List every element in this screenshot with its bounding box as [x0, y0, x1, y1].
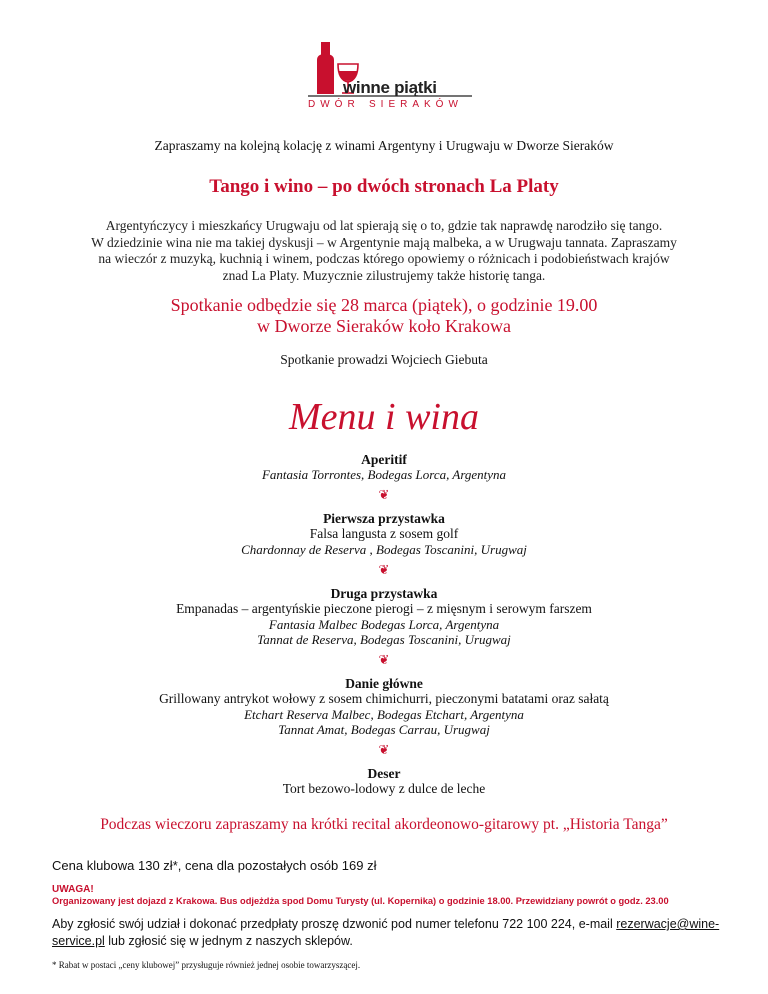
course-title: Druga przystawka — [330, 586, 438, 601]
course-title: Pierwsza przystawka — [323, 511, 445, 526]
logo-subtitle-left: DWÓR — [308, 99, 360, 110]
course-title: Danie główne — [345, 676, 423, 691]
wine-line: Tannat Amat, Bodegas Carrau, Urugwaj — [278, 722, 490, 737]
paragraph-line: na wieczór z muzyką, kuchnią i winem, podczas którego opowiemy o różnicach i podobieństwach krajów — [98, 251, 670, 266]
ornament-icon: ❦ — [378, 562, 390, 577]
event-location: w Dworze Sieraków koło Krakowa — [257, 316, 511, 336]
description-paragraph — [50, 218, 718, 284]
bottle-icon — [321, 42, 330, 56]
dish-line: Tort bezowo-lodowy z dulce de leche — [282, 781, 486, 796]
ornament-icon: ❦ — [378, 652, 390, 667]
event-date: Spotkanie odbędzie się 28 marca (piątek), o godzinie 19.00 — [170, 295, 598, 315]
logo-name: winne piątki — [343, 78, 437, 97]
logo-subtitle-right: SIERAKÓW — [369, 99, 463, 110]
price-text: Cena klubowa 130 zł*, cena dla pozostałych osób 169 zł — [52, 858, 377, 873]
menu-title: Menu i wina — [289, 396, 479, 438]
course-title: Deser — [367, 766, 401, 781]
event-title: Tango i wino – po dwóch stronach La Platy — [209, 176, 559, 197]
wine-line: Fantasia Torrontes, Bodegas Lorca, Argentyna — [261, 467, 507, 482]
paragraph-line: W dziedzinie wina nie ma takiej dyskusji – w Argentynie mają malbeka, a w Urugwaju tannata. Zapraszamy — [91, 234, 677, 250]
wine-line: Etchart Reserva Malbec, Bodegas Etchart, Argentyna — [244, 707, 524, 722]
course-title: Aperitif — [361, 452, 407, 467]
intro-text: Zapraszamy na kolejną kolację z winami Argentyny i Urugwaju w Dworze Sieraków — [154, 138, 614, 153]
warning-label: UWAGA! — [52, 884, 94, 895]
dish-line: Empanadas – argentyńskie pieczone pierogi – z mięsnym i serowym farszem — [176, 601, 592, 616]
wine-line: Chardonnay de Reserva , Bodegas Toscanini, Urugwaj — [241, 542, 527, 557]
warning-text: Organizowany jest dojazd z Krakowa. Bus odjeżdża spod Domu Turysty (ul. Kopernika) o godzinie 18.00. Przewidziany powrót o godz. 23.00 — [52, 896, 669, 906]
paragraph-line: Argentyńczycy i mieszkańcy Urugwaju od lat spierają się o to, gdzie tak naprawdę narodziło się tango. — [105, 218, 663, 233]
footnote: * Rabat w postaci „ceny klubowej” przysługuje również jednej osobie towarzyszącej. — [52, 960, 361, 970]
contact-before: Aby zgłosić swój udział i dokonać przedpłaty proszę dzwonić pod numer telefonu 722 100 224, e-mail — [52, 917, 617, 931]
bottle-body-icon — [317, 54, 334, 94]
ornament-icon: ❦ — [378, 742, 390, 757]
recital-text: Podczas wieczoru zapraszamy na krótki recital akordeonowo-gitarowy pt. „Historia Tanga” — [100, 816, 668, 833]
dish-line: Grillowany antrykot wołowy z sosem chimichurri, pieczonymi batatami oraz sałatą — [159, 691, 609, 706]
paragraph-line: znad La Platy. Muzycznie zilustrujemy także historię tanga. — [222, 267, 546, 283]
wine-line: Fantasia Malbec Bodegas Lorca, Argentyna — [268, 617, 500, 632]
email-link[interactable]: rezerwacje@wine-service.pl — [52, 917, 720, 948]
wine-line: Tannat de Reserva, Bodegas Toscanini, Urugwaj — [257, 632, 511, 647]
contact-after: lub zgłosić się w jednym z naszych sklepów. — [104, 934, 353, 948]
host-text: Spotkanie prowadzi Wojciech Giebuta — [280, 352, 488, 367]
event-details — [0, 295, 768, 337]
ornament-icon: ❦ — [378, 487, 390, 502]
dish-line: Falsa langusta z sosem golf — [309, 526, 459, 541]
contact-text — [52, 916, 722, 950]
